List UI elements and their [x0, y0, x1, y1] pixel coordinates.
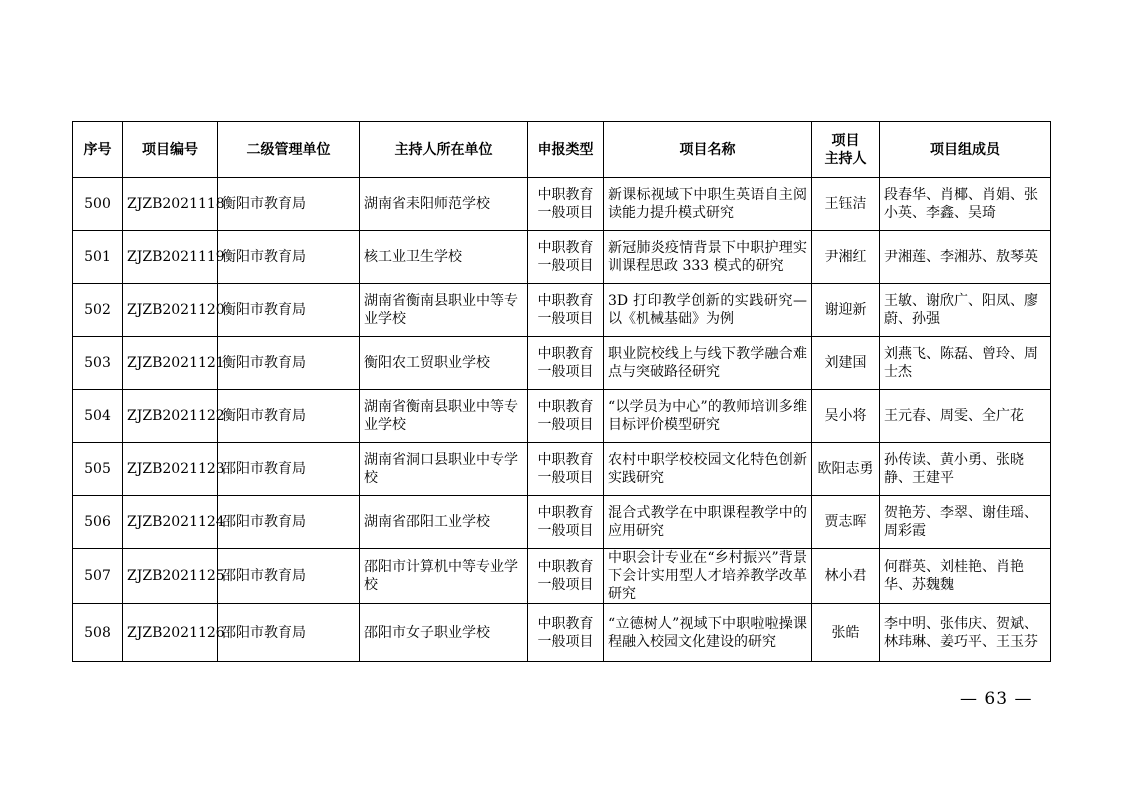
cell-application-type: 中职教育 一般项目: [528, 496, 604, 549]
cell-host-unit: 湖南省耒阳师范学校: [360, 178, 528, 231]
cell-index: 503: [73, 337, 123, 390]
cell-project-name: 新课标视域下中职生英语自主阅读能力提升模式研究: [604, 178, 812, 231]
cell-management-unit: 衡阳市教育局: [218, 337, 360, 390]
cell-members: 王元春、周雯、全广花: [880, 390, 1051, 443]
cell-index: 501: [73, 231, 123, 284]
cell-host-unit: 湖南省衡南县职业中等专业学校: [360, 284, 528, 337]
cell-host: 欧阳志勇: [812, 443, 880, 496]
cell-project-code: ZJZB2021119: [123, 231, 218, 284]
cell-members: 段春华、肖椰、肖娟、张小英、李鑫、吴琦: [880, 178, 1051, 231]
table-row: [73, 337, 1051, 390]
cell-host: 吴小将: [812, 390, 880, 443]
header-project-name: 项目名称: [604, 122, 812, 178]
cell-host: 尹湘红: [812, 231, 880, 284]
cell-host: 王钰洁: [812, 178, 880, 231]
table-row: [73, 443, 1051, 496]
cell-project-name: 职业院校线上与线下教学融合难点与突破路径研究: [604, 337, 812, 390]
cell-project-code: ZJZB2021123: [123, 443, 218, 496]
cell-project-name: “立德树人”视域下中职啦啦操课程融入校园文化建设的研究: [604, 604, 812, 662]
cell-members: 贺艳芳、李翠、谢佳瑶、周彩霞: [880, 496, 1051, 549]
cell-project-code: ZJZB2021120: [123, 284, 218, 337]
header-host-unit: 主持人所在单位: [360, 122, 528, 178]
cell-management-unit: 衡阳市教育局: [218, 231, 360, 284]
cell-application-type: 中职教育 一般项目: [528, 337, 604, 390]
table-row: [73, 178, 1051, 231]
header-index: 序号: [73, 122, 123, 178]
cell-project-name: 中职会计专业在“乡村振兴”背景下会计实用型人才培养教学改革研究: [604, 549, 812, 604]
cell-members: 王敏、谢欣广、阳凤、廖蔚、孙强: [880, 284, 1051, 337]
cell-host: 刘建国: [812, 337, 880, 390]
cell-index: 505: [73, 443, 123, 496]
cell-project-name: 农村中职学校校园文化特色创新实践研究: [604, 443, 812, 496]
project-list-table: [72, 121, 1051, 662]
table-row: [73, 496, 1051, 549]
cell-members: 尹湘莲、李湘苏、敖琴英: [880, 231, 1051, 284]
cell-application-type: 中职教育 一般项目: [528, 443, 604, 496]
cell-host-unit: 邵阳市计算机中等专业学校: [360, 549, 528, 604]
header-host: 项目 主持人: [812, 122, 880, 178]
cell-index: 506: [73, 496, 123, 549]
header-management-unit: 二级管理单位: [218, 122, 360, 178]
header-project-code: 项目编号: [123, 122, 218, 178]
cell-management-unit: 衡阳市教育局: [218, 178, 360, 231]
cell-index: 504: [73, 390, 123, 443]
cell-project-name: 新冠肺炎疫情背景下中职护理实训课程思政 333 模式的研究: [604, 231, 812, 284]
cell-members: 何群英、刘桂艳、肖艳华、苏魏魏: [880, 549, 1051, 604]
cell-index: 502: [73, 284, 123, 337]
header-application-type: 申报类型: [528, 122, 604, 178]
cell-host-unit: 湖南省洞口县职业中专学校: [360, 443, 528, 496]
cell-application-type: 中职教育 一般项目: [528, 284, 604, 337]
header-members: 项目组成员: [880, 122, 1051, 178]
table-row: [73, 549, 1051, 604]
cell-application-type: 中职教育 一般项目: [528, 178, 604, 231]
cell-management-unit: 邵阳市教育局: [218, 443, 360, 496]
table-row: [73, 231, 1051, 284]
cell-host-unit: 邵阳市女子职业学校: [360, 604, 528, 662]
cell-host: 林小君: [812, 549, 880, 604]
cell-index: 500: [73, 178, 123, 231]
cell-project-code: ZJZB2021118: [123, 178, 218, 231]
cell-project-code: ZJZB2021125: [123, 549, 218, 604]
cell-host-unit: 湖南省衡南县职业中等专业学校: [360, 390, 528, 443]
cell-host-unit: 衡阳农工贸职业学校: [360, 337, 528, 390]
cell-application-type: 中职教育 一般项目: [528, 549, 604, 604]
cell-host-unit: 湖南省邵阳工业学校: [360, 496, 528, 549]
page-number: — 63 —: [960, 689, 1033, 709]
table-row: [73, 604, 1051, 662]
cell-management-unit: 邵阳市教育局: [218, 604, 360, 662]
cell-host-unit: 核工业卫生学校: [360, 231, 528, 284]
cell-project-code: ZJZB2021122: [123, 390, 218, 443]
cell-host: 贾志晖: [812, 496, 880, 549]
cell-host: 张皓: [812, 604, 880, 662]
cell-project-code: ZJZB2021126: [123, 604, 218, 662]
cell-host: 谢迎新: [812, 284, 880, 337]
table-header-row: [73, 122, 1051, 178]
cell-members: 孙传读、黄小勇、张晓静、王建平: [880, 443, 1051, 496]
cell-project-name: 混合式教学在中职课程教学中的应用研究: [604, 496, 812, 549]
cell-index: 508: [73, 604, 123, 662]
cell-management-unit: 邵阳市教育局: [218, 496, 360, 549]
cell-application-type: 中职教育 一般项目: [528, 604, 604, 662]
table-row: [73, 390, 1051, 443]
cell-project-code: ZJZB2021124: [123, 496, 218, 549]
cell-management-unit: 衡阳市教育局: [218, 390, 360, 443]
cell-members: 李中明、张伟庆、贺斌、林玮琳、姜巧平、王玉芬: [880, 604, 1051, 662]
cell-index: 507: [73, 549, 123, 604]
cell-project-name: 3D 打印教学创新的实践研究—以《机械基础》为例: [604, 284, 812, 337]
cell-members: 刘燕飞、陈磊、曾玲、周士杰: [880, 337, 1051, 390]
cell-project-code: ZJZB2021121: [123, 337, 218, 390]
cell-application-type: 中职教育 一般项目: [528, 390, 604, 443]
cell-project-name: “以学员为中心”的教师培训多维目标评价模型研究: [604, 390, 812, 443]
cell-management-unit: 邵阳市教育局: [218, 549, 360, 604]
cell-application-type: 中职教育 一般项目: [528, 231, 604, 284]
table-row: [73, 284, 1051, 337]
cell-management-unit: 衡阳市教育局: [218, 284, 360, 337]
